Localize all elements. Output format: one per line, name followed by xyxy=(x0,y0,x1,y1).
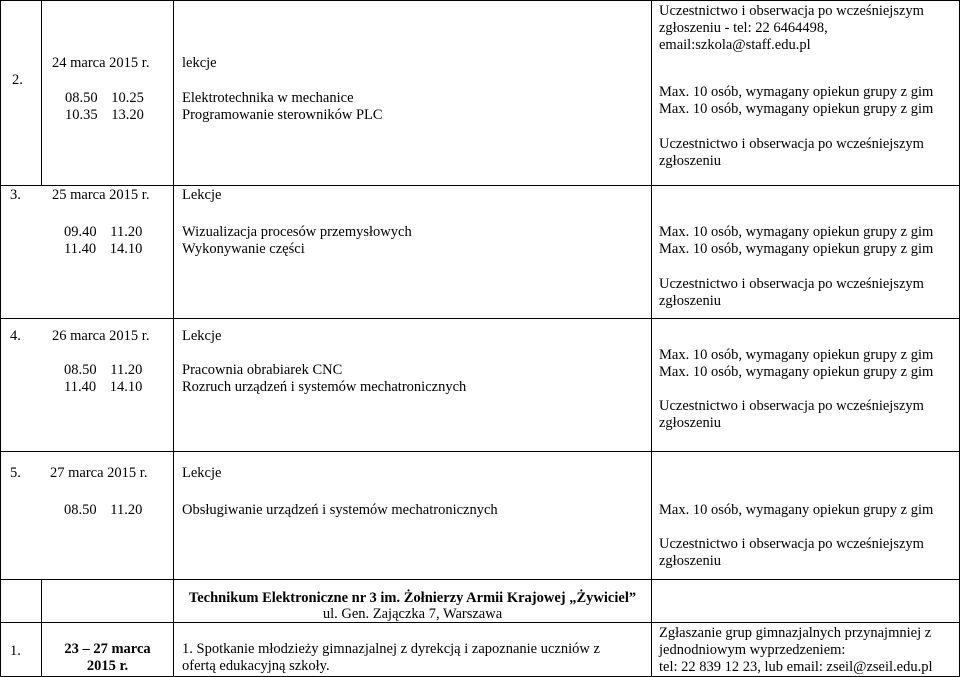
activity-type: lekcje xyxy=(182,55,217,71)
capacity-note: Max. 10 osób, wymagany opiekun grupy z gim xyxy=(659,347,934,363)
grid-line xyxy=(0,0,960,1)
note-line: Uczestnictwo i obserwacja po wcześniejszym xyxy=(659,276,924,292)
time-slot: 08.50 10.25 xyxy=(65,90,144,106)
note-line: zgłoszeniu xyxy=(659,415,722,431)
activity-line: ofertą edukacyjną szkoły. xyxy=(182,658,330,674)
time-slot: 11.40 14.10 xyxy=(64,379,143,395)
time-slot: 08.50 11.20 xyxy=(64,502,143,518)
row-number: 2. xyxy=(12,72,23,88)
capacity-note: Max. 10 osób, wymagany opiekun grupy z gim xyxy=(659,364,934,380)
topic: Elektrotechnika w mechanice xyxy=(182,90,354,106)
school-name: Technikum Elektroniczne nr 3 im. Żołnierzy Armii Krajowej „Żywiciel” xyxy=(188,590,637,606)
capacity-note: Max. 10 osób, wymagany opiekun grupy z gim xyxy=(659,502,934,518)
capacity-note: Max. 10 osób, wymagany opiekun grupy z gim xyxy=(659,84,934,100)
topic: Rozruch urządzeń i systemów mechatronicznych xyxy=(182,379,467,395)
activity-type: Lekcje xyxy=(182,328,222,344)
time-slot: 11.40 14.10 xyxy=(64,241,143,257)
row-date: 2015 r. xyxy=(86,658,129,674)
grid-line xyxy=(173,0,174,677)
grid-line xyxy=(0,0,1,677)
activity-line: 1. Spotkanie młodzieży gimnazjalnej z dyrekcją i zapoznanie uczniów z xyxy=(182,641,600,657)
note-line: Uczestnictwo i obserwacja po wcześniejszym xyxy=(659,398,924,414)
grid-line xyxy=(0,451,960,452)
note-line: email:szkola@staff.edu.pl xyxy=(659,37,811,53)
note-line: zgłoszeniu xyxy=(659,293,722,309)
row-number: 4. xyxy=(10,328,21,344)
row-date: 25 marca 2015 r. xyxy=(52,187,150,203)
contact-line: Zgłaszanie grup gimnazjalnych przynajmniej z xyxy=(659,625,932,641)
topic: Pracownia obrabiarek CNC xyxy=(182,362,343,378)
topic: Obsługiwanie urządzeń i systemów mechatronicznych xyxy=(182,502,498,518)
note-line: Uczestnictwo i obserwacja po wcześniejszym xyxy=(659,536,924,552)
row-date: 24 marca 2015 r. xyxy=(52,55,150,71)
grid-line xyxy=(0,185,960,186)
time-slot: 09.40 11.20 xyxy=(64,224,143,240)
row-date: 26 marca 2015 r. xyxy=(52,328,150,344)
contact-line: tel: 22 839 12 23, lub email: zseil@zseil.edu.pl xyxy=(659,659,933,675)
topic: Wykonywanie części xyxy=(182,241,305,257)
activity-type: Lekcje xyxy=(182,187,222,203)
school-address: ul. Gen. Zajączka 7, Warszawa xyxy=(322,606,503,622)
contact-line: jednodniowym wyprzedzeniem: xyxy=(659,642,846,658)
note-line: Uczestnictwo i obserwacja po wcześniejszym xyxy=(659,136,924,152)
note-line: Uczestnictwo i obserwacja po wcześniejszym xyxy=(659,3,924,19)
capacity-note: Max. 10 osób, wymagany opiekun grupy z gim xyxy=(659,101,934,117)
row-number: 3. xyxy=(10,187,21,203)
note-line: zgłoszeniu xyxy=(659,553,722,569)
row-number: 1. xyxy=(10,643,21,659)
grid-line xyxy=(0,318,960,319)
time-slot: 08.50 11.20 xyxy=(64,362,143,378)
row-number: 5. xyxy=(10,465,21,481)
activity-type: Lekcje xyxy=(182,465,222,481)
capacity-note: Max. 10 osób, wymagany opiekun grupy z gim xyxy=(659,224,934,240)
topic: Programowanie sterowników PLC xyxy=(182,107,383,123)
topic: Wizualizacja procesów przemysłowych xyxy=(182,224,412,240)
row-date: 27 marca 2015 r. xyxy=(50,465,148,481)
row-date: 23 – 27 marca xyxy=(64,641,151,657)
grid-line xyxy=(651,0,652,677)
capacity-note: Max. 10 osób, wymagany opiekun grupy z gim xyxy=(659,241,934,257)
note-line: zgłoszeniu - tel: 22 6464498, xyxy=(659,20,828,36)
grid-line xyxy=(41,0,42,185)
time-slot: 10.35 13.20 xyxy=(65,107,144,123)
grid-line xyxy=(0,579,960,580)
note-line: zgłoszeniu xyxy=(659,153,722,169)
